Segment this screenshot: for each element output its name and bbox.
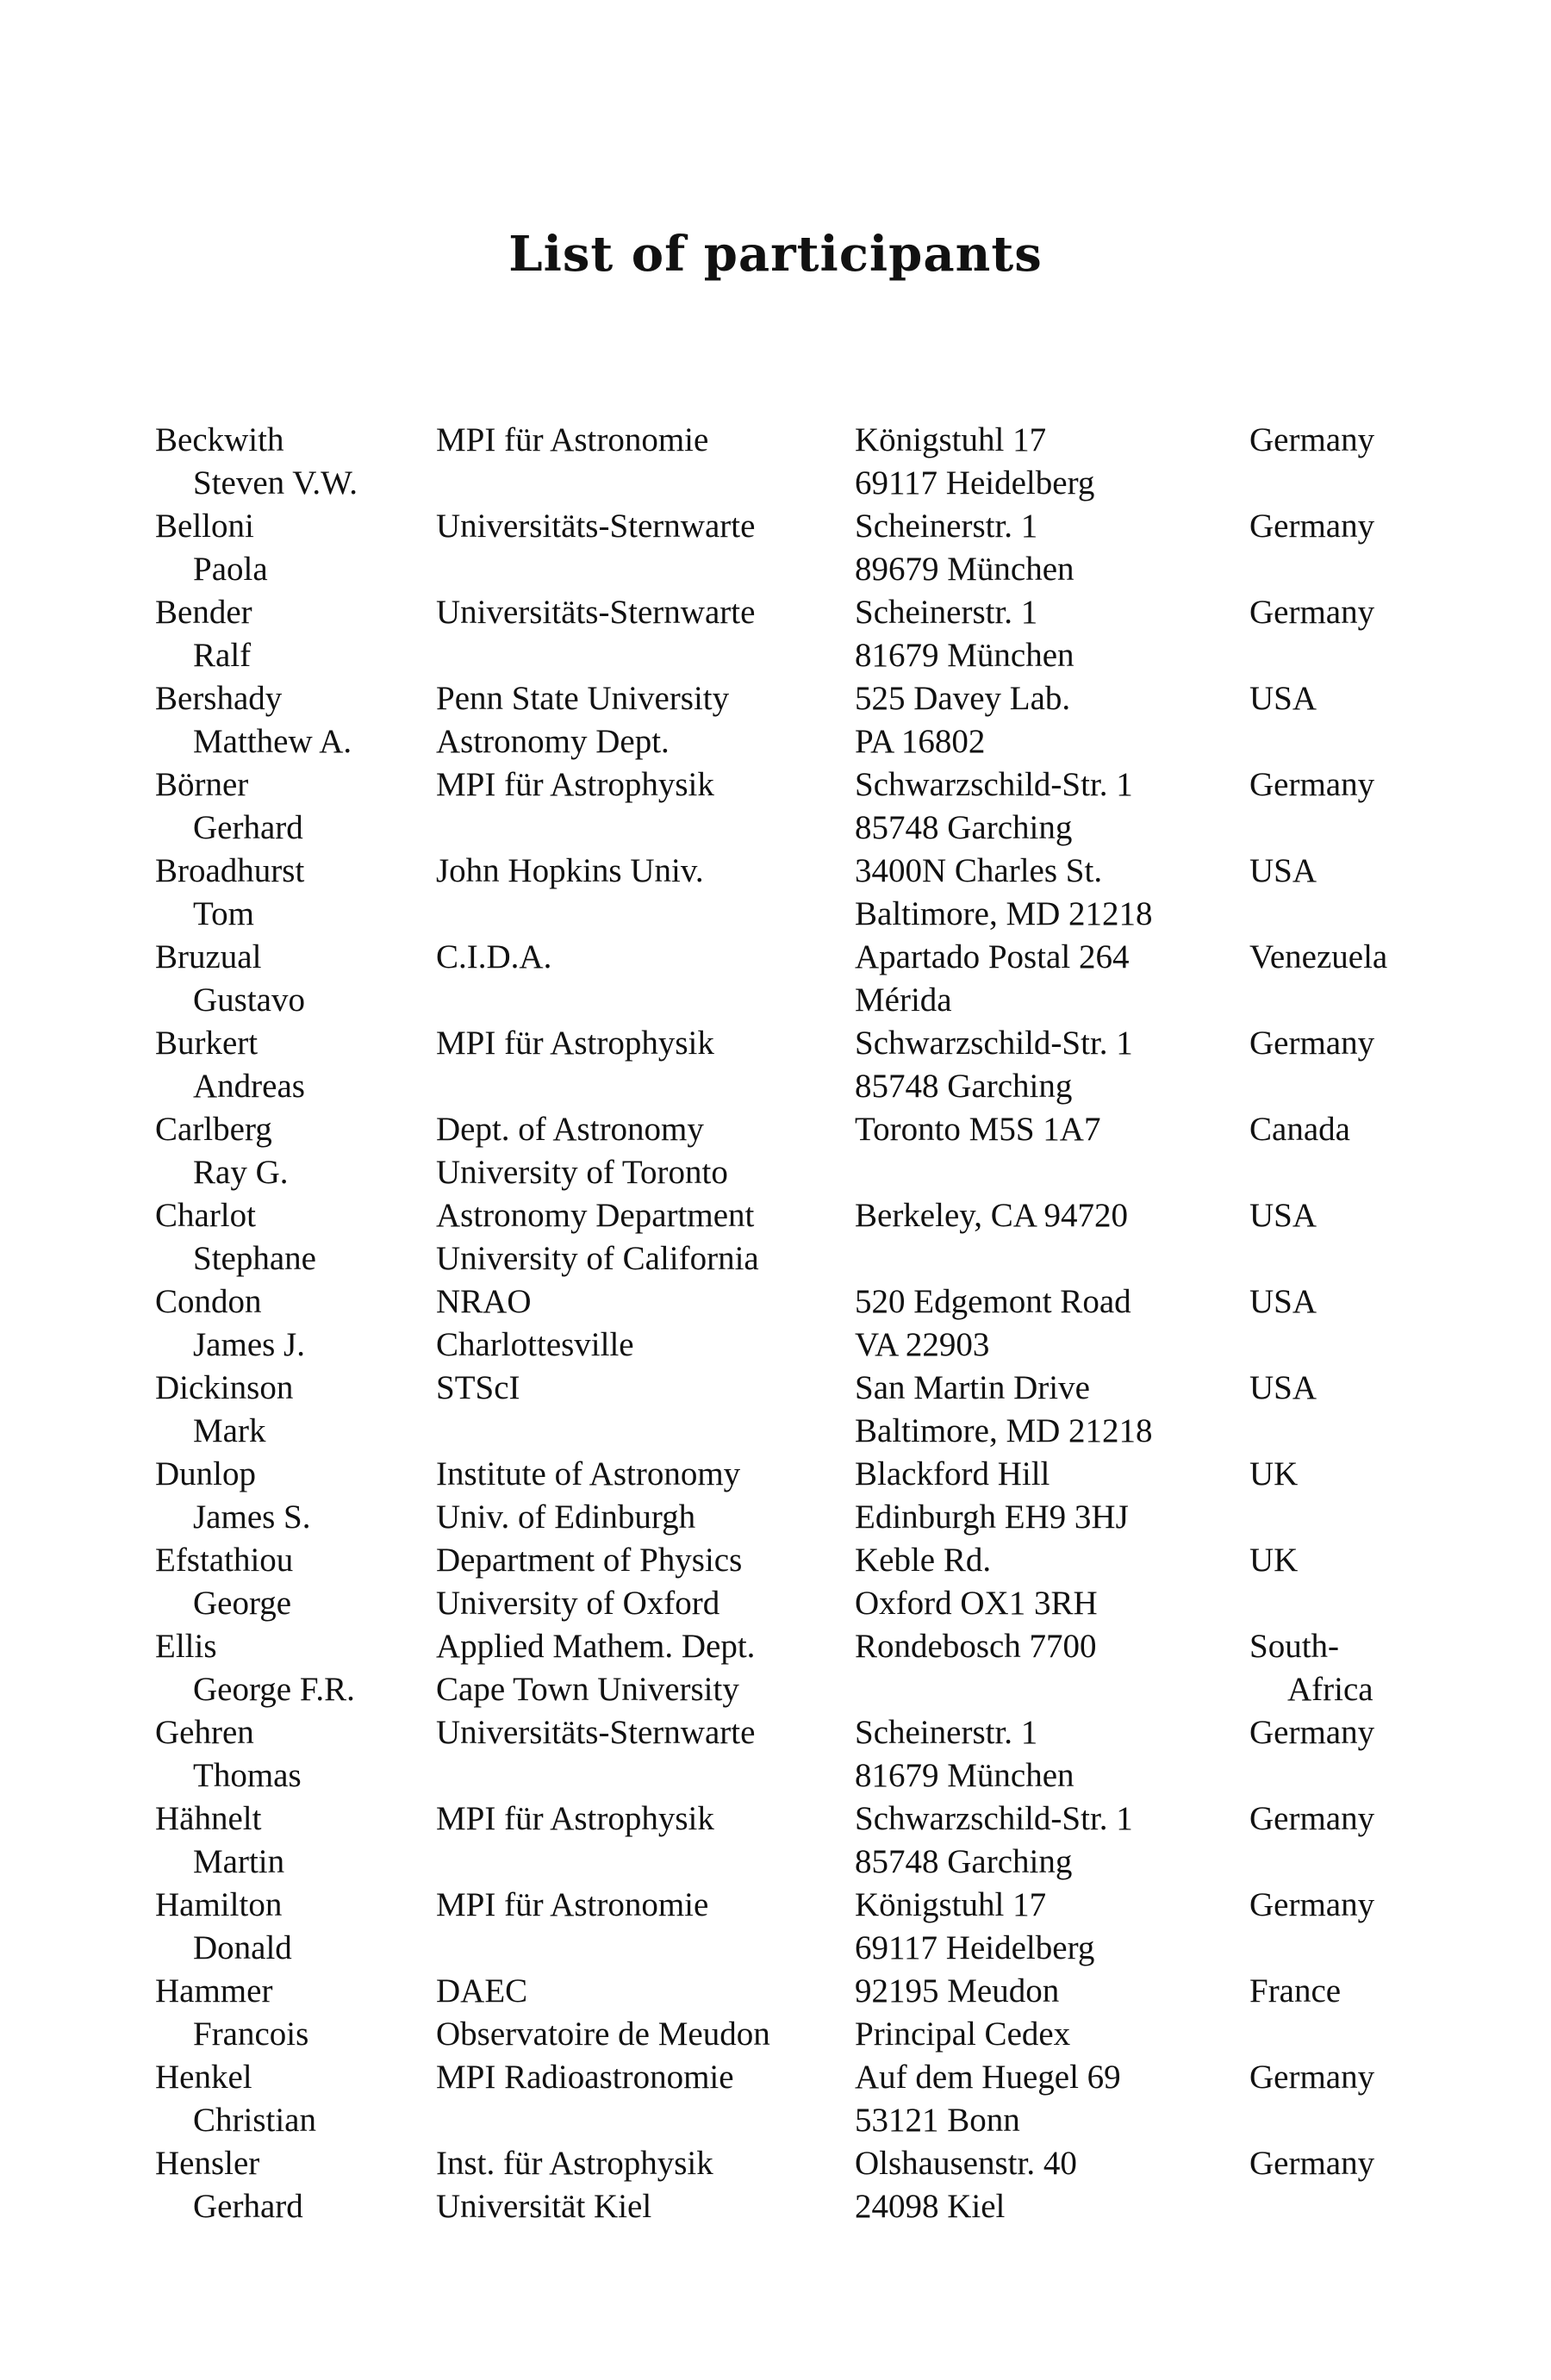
country-line-2: Africa [1287, 1671, 1373, 1708]
country-line-1: Venezuela [1249, 938, 1388, 975]
address-line-1: Olshausenstr. 40 [855, 2145, 1077, 2182]
institution-line-2 [436, 2099, 734, 2142]
participant-address [855, 1453, 1129, 1539]
participant-address [855, 2056, 1121, 2142]
institution-line-1: MPI für Astrophysik [436, 1025, 714, 1062]
participant-name [155, 936, 305, 1022]
participants-list [155, 419, 1448, 2228]
participant-surname: Hamilton [155, 1886, 283, 1923]
participant-institution [436, 936, 551, 1022]
country-line-2 [1249, 1841, 1374, 1884]
participant-surname: Hammer [155, 1972, 273, 2009]
participant-address [855, 1970, 1070, 2056]
participant-row [155, 850, 1448, 936]
institution-line-1: MPI für Astrophysik [436, 766, 714, 803]
participant-name [155, 591, 252, 677]
participant-country [1249, 1884, 1374, 1970]
institution-line-2 [436, 1410, 520, 1453]
country-line-1: Germany [1249, 1714, 1375, 1751]
participant-country [1249, 850, 1317, 936]
participant-country [1249, 419, 1374, 505]
participant-given-name: Steven V.W. [193, 464, 358, 502]
institution-line-1: MPI für Astronomie [436, 1886, 709, 1923]
participant-country [1249, 1367, 1317, 1453]
participant-institution [436, 419, 708, 505]
country-line-1: USA [1249, 852, 1317, 889]
country-line-1: UK [1249, 1542, 1299, 1579]
participant-row [155, 1625, 1448, 1711]
participant-institution [436, 1453, 740, 1539]
address-line-2: 85748 Garching [855, 1068, 1073, 1105]
institution-line-2 [436, 1841, 714, 1884]
participant-surname: Dunlop [155, 1455, 256, 1492]
institution-line-2 [436, 893, 704, 936]
country-line-1: Germany [1249, 1886, 1375, 1923]
country-line-2 [1249, 1324, 1317, 1367]
country-line-2 [1249, 1754, 1374, 1797]
participant-surname: Burkert [155, 1025, 258, 1062]
participant-surname: Beckwith [155, 421, 284, 458]
address-line-2: 85748 Garching [855, 809, 1073, 846]
participant-country [1249, 677, 1317, 763]
country-line-2 [1249, 2185, 1374, 2228]
participant-row [155, 936, 1448, 1022]
participant-surname: Bender [155, 594, 252, 631]
participant-address [855, 1625, 1097, 1711]
participant-institution [436, 1022, 714, 1108]
participant-row [155, 1884, 1448, 1970]
participant-name [155, 2056, 316, 2142]
institution-line-2 [436, 1927, 708, 1970]
participant-institution [436, 1108, 728, 1194]
participant-row [155, 1280, 1448, 1367]
participant-country [1249, 936, 1387, 1022]
institution-line-2 [436, 807, 714, 850]
participant-institution [436, 1367, 520, 1453]
participant-name [155, 1970, 308, 2056]
institution-line-1: C.I.D.A. [436, 938, 552, 975]
participant-given-name: Christian [193, 2102, 316, 2139]
participant-given-name: Stephane [193, 1240, 316, 1277]
institution-line-1: John Hopkins Univ. [436, 852, 704, 889]
country-line-1: Germany [1249, 2145, 1375, 2182]
participant-given-name: George [193, 1585, 292, 1622]
participant-address [855, 1711, 1074, 1797]
participant-surname: Broadhurst [155, 852, 305, 889]
country-line-2 [1249, 807, 1374, 850]
participant-address [855, 1108, 1100, 1194]
institution-line-2 [436, 979, 551, 1022]
participant-name [155, 1884, 292, 1970]
participant-surname: Bershady [155, 680, 283, 717]
participant-surname: Henkel [155, 2059, 252, 2096]
institution-line-1: Universitäts-Sternwarte [436, 508, 756, 545]
institution-line-1: MPI für Astrophysik [436, 1800, 714, 1837]
institution-line-1: Inst. für Astrophysik [436, 2145, 713, 2182]
address-line-2: 24098 Kiel [855, 2188, 1006, 2225]
address-line-1: Blackford Hill [855, 1455, 1050, 1492]
country-line-1: UK [1249, 1455, 1299, 1492]
country-line-1: Germany [1249, 421, 1375, 458]
institution-line-2: University of California [436, 1240, 759, 1277]
institution-line-1: MPI für Astronomie [436, 421, 709, 458]
country-line-1: South- [1249, 1628, 1340, 1665]
address-line-2: 81679 München [855, 1757, 1074, 1794]
country-line-2 [1249, 1410, 1317, 1453]
institution-line-1: Penn State University [436, 680, 730, 717]
country-line-2 [1249, 1496, 1298, 1539]
participant-address [855, 419, 1094, 505]
country-line-1: Germany [1249, 1800, 1375, 1837]
participant-address [855, 850, 1153, 936]
address-line-2: Baltimore, MD 21218 [855, 895, 1153, 932]
participant-name [155, 1539, 293, 1625]
country-line-2 [1249, 634, 1374, 677]
address-line-2 [855, 1668, 1097, 1711]
participant-address [855, 1022, 1133, 1108]
institution-line-1: Universitäts-Sternwarte [436, 594, 756, 631]
institution-line-1: Department of Physics [436, 1542, 743, 1579]
participant-row [155, 1022, 1448, 1108]
institution-line-2: Univ. of Edinburgh [436, 1498, 696, 1536]
institution-line-2 [436, 634, 755, 677]
address-line-1: San Martin Drive [855, 1369, 1090, 1406]
address-line-2: Mérida [855, 981, 952, 1019]
address-line-1: Toronto M5S 1A7 [855, 1111, 1101, 1148]
participant-row [155, 1367, 1448, 1453]
address-line-2: 81679 München [855, 637, 1074, 674]
participant-institution [436, 1625, 755, 1711]
participant-row [155, 505, 1448, 591]
participant-surname: Charlot [155, 1197, 256, 1234]
participant-name [155, 1022, 305, 1108]
institution-line-2 [436, 462, 708, 505]
institution-line-1: Universitäts-Sternwarte [436, 1714, 756, 1751]
institution-line-2: University of Toronto [436, 1154, 728, 1191]
address-line-2: VA 22903 [855, 1326, 990, 1363]
address-line-2: 85748 Garching [855, 1843, 1073, 1880]
country-line-1: Germany [1249, 1025, 1375, 1062]
page-title: List of participants [508, 226, 1043, 283]
participant-address [855, 1539, 1098, 1625]
country-line-1: Germany [1249, 766, 1375, 803]
address-line-1: Auf dem Huegel 69 [855, 2059, 1121, 2096]
participant-institution [436, 1194, 759, 1280]
address-line-2: 69117 Heidelberg [855, 464, 1095, 502]
participant-given-name: Martin [193, 1843, 285, 1880]
address-line-1: 3400N Charles St. [855, 852, 1103, 889]
participant-name [155, 1625, 355, 1711]
participant-given-name: Ralf [193, 637, 252, 674]
participant-institution [436, 2056, 734, 2142]
participant-institution [436, 1711, 755, 1797]
country-line-2 [1249, 1927, 1374, 1970]
participant-name [155, 1194, 316, 1280]
address-line-1: Königstuhl 17 [855, 1886, 1047, 1923]
participant-name [155, 1108, 289, 1194]
address-line-1: Scheinerstr. 1 [855, 508, 1038, 545]
address-line-2 [855, 1237, 1128, 1280]
country-line-2 [1249, 893, 1317, 936]
participant-surname: Carlberg [155, 1111, 272, 1148]
participant-country [1249, 1280, 1317, 1367]
participant-country [1249, 1108, 1350, 1194]
participant-institution [436, 1280, 634, 1367]
address-line-2: Edinburgh EH9 3HJ [855, 1498, 1129, 1536]
participant-name [155, 850, 304, 936]
participant-row [155, 1711, 1448, 1797]
participant-given-name: Gerhard [193, 2188, 303, 2225]
participant-institution [436, 1970, 770, 2056]
address-line-1: 520 Edgemont Road [855, 1283, 1131, 1320]
participant-institution [436, 591, 755, 677]
country-line-1: USA [1249, 1197, 1317, 1234]
country-line-1: Germany [1249, 2059, 1375, 2096]
country-line-2 [1249, 2099, 1374, 2142]
participant-given-name: Tom [193, 895, 254, 932]
address-line-2: 69117 Heidelberg [855, 1929, 1095, 1966]
participant-given-name: Gerhard [193, 809, 303, 846]
institution-line-2: University of Oxford [436, 1585, 720, 1622]
participant-surname: Hensler [155, 2145, 260, 2182]
address-line-1: Rondebosch 7700 [855, 1628, 1097, 1665]
address-line-1: Schwarzschild-Str. 1 [855, 1025, 1133, 1062]
country-line-1: USA [1249, 1283, 1317, 1320]
participant-address [855, 1280, 1131, 1367]
participant-name [155, 505, 268, 591]
institution-line-2 [436, 548, 755, 591]
participant-given-name: James J. [193, 1326, 305, 1363]
participant-surname: Ellis [155, 1628, 217, 1665]
participant-country [1249, 505, 1374, 591]
participant-country [1249, 1797, 1374, 1884]
participant-country [1249, 1625, 1373, 1711]
participant-surname: Gehren [155, 1714, 254, 1751]
participant-address [855, 677, 1070, 763]
address-line-2: 53121 Bonn [855, 2102, 1020, 2139]
participant-given-name: George F.R. [193, 1671, 355, 1708]
country-line-1: Canada [1249, 1111, 1350, 1148]
participant-given-name: Donald [193, 1929, 292, 1966]
participant-row [155, 1970, 1448, 2056]
institution-line-2: Cape Town University [436, 1671, 739, 1708]
participant-address [855, 936, 1129, 1022]
participant-institution [436, 1884, 708, 1970]
participant-institution [436, 850, 704, 936]
institution-line-1: DAEC [436, 1972, 528, 2009]
participant-row [155, 1108, 1448, 1194]
participant-name [155, 2142, 303, 2228]
country-line-2 [1249, 1582, 1298, 1625]
participant-given-name: Thomas [193, 1757, 302, 1794]
address-line-2: PA 16802 [855, 723, 986, 760]
participant-institution [436, 1797, 714, 1884]
participant-country [1249, 1711, 1374, 1797]
institution-line-2: Astronomy Dept. [436, 723, 670, 760]
address-line-2: Oxford OX1 3RH [855, 1585, 1098, 1622]
address-line-2: 89679 München [855, 551, 1074, 588]
institution-line-1: Astronomy Department [436, 1197, 755, 1234]
institution-line-2: Charlottesville [436, 1326, 634, 1363]
participant-name [155, 1453, 311, 1539]
participant-country [1249, 1539, 1298, 1625]
institution-line-1: Applied Mathem. Dept. [436, 1628, 756, 1665]
participant-address [855, 505, 1074, 591]
address-line-1: Scheinerstr. 1 [855, 594, 1038, 631]
participant-institution [436, 2142, 713, 2228]
country-line-1: USA [1249, 1369, 1317, 1406]
participant-address [855, 763, 1133, 850]
participant-row [155, 1797, 1448, 1884]
participant-address [855, 1797, 1133, 1884]
institution-line-1: STScI [436, 1369, 520, 1406]
participant-country [1249, 2142, 1374, 2228]
participant-given-name: Paola [193, 551, 268, 588]
participant-name [155, 1280, 305, 1367]
institution-line-1: MPI Radioastronomie [436, 2059, 734, 2096]
country-line-2 [1249, 1237, 1317, 1280]
participant-country [1249, 2056, 1374, 2142]
address-line-1: Schwarzschild-Str. 1 [855, 1800, 1133, 1837]
participant-given-name: Gustavo [193, 981, 305, 1019]
address-line-1: Schwarzschild-Str. 1 [855, 766, 1133, 803]
participant-row [155, 2056, 1448, 2142]
country-line-1: Germany [1249, 594, 1375, 631]
participant-address [855, 1194, 1128, 1280]
participant-institution [436, 677, 729, 763]
participant-row [155, 2142, 1448, 2228]
participant-surname: Belloni [155, 508, 254, 545]
country-line-2 [1249, 1065, 1374, 1108]
address-line-1: Königstuhl 17 [855, 421, 1047, 458]
participant-row [155, 1194, 1448, 1280]
institution-line-1: Dept. of Astronomy [436, 1111, 704, 1148]
participant-given-name: Francois [193, 2016, 309, 2053]
participant-country [1249, 763, 1374, 850]
participant-surname: Condon [155, 1283, 262, 1320]
address-line-1: 92195 Meudon [855, 1972, 1060, 2009]
participant-institution [436, 505, 755, 591]
participant-name [155, 419, 358, 505]
participant-surname: Bruzual [155, 938, 262, 975]
participant-country [1249, 1022, 1374, 1108]
participant-surname: Hähnelt [155, 1800, 262, 1837]
participant-country [1249, 1194, 1317, 1280]
participant-given-name: Ray G. [193, 1154, 289, 1191]
participant-row [155, 591, 1448, 677]
country-line-2 [1249, 979, 1387, 1022]
address-line-1: Apartado Postal 264 [855, 938, 1130, 975]
address-line-1: 525 Davey Lab. [855, 680, 1071, 717]
participant-country [1249, 1453, 1298, 1539]
country-line-1: USA [1249, 680, 1317, 717]
institution-line-2 [436, 1065, 714, 1108]
participant-surname: Börner [155, 766, 249, 803]
participant-institution [436, 1539, 742, 1625]
participant-address [855, 1884, 1094, 1970]
participant-address [855, 1367, 1153, 1453]
participant-name [155, 1367, 293, 1453]
participant-given-name: Mark [193, 1412, 266, 1449]
address-line-1: Berkeley, CA 94720 [855, 1197, 1129, 1234]
participant-row [155, 677, 1448, 763]
participant-surname: Dickinson [155, 1369, 294, 1406]
country-line-2 [1249, 720, 1317, 763]
address-line-2: Principal Cedex [855, 2016, 1071, 2053]
institution-line-2 [436, 1754, 755, 1797]
institution-line-1: Institute of Astronomy [436, 1455, 741, 1492]
address-line-2 [855, 1151, 1100, 1194]
country-line-2 [1249, 1151, 1350, 1194]
institution-line-2: Observatoire de Meudon [436, 2016, 770, 2053]
participant-surname: Efstathiou [155, 1542, 294, 1579]
participant-given-name: Andreas [193, 1068, 305, 1105]
country-line-2 [1249, 462, 1374, 505]
participant-row [155, 1453, 1448, 1539]
participant-country [1249, 591, 1374, 677]
country-line-2 [1249, 548, 1374, 591]
participant-address [855, 2142, 1077, 2228]
participant-given-name: James S. [193, 1498, 311, 1536]
participant-row [155, 419, 1448, 505]
participant-name [155, 763, 303, 850]
participant-row [155, 1539, 1448, 1625]
participant-address [855, 591, 1074, 677]
address-line-2: Baltimore, MD 21218 [855, 1412, 1153, 1449]
participant-country [1249, 1970, 1341, 2056]
address-line-1: Scheinerstr. 1 [855, 1714, 1038, 1751]
participant-institution [436, 763, 714, 850]
country-line-2 [1249, 2013, 1341, 2056]
country-line-1: France [1249, 1972, 1342, 2009]
address-line-1: Keble Rd. [855, 1542, 992, 1579]
country-line-1: Germany [1249, 508, 1375, 545]
participant-name [155, 677, 352, 763]
participant-name [155, 1711, 302, 1797]
participant-name [155, 1797, 284, 1884]
participant-row [155, 763, 1448, 850]
institution-line-1: NRAO [436, 1283, 532, 1320]
participant-given-name: Matthew A. [193, 723, 352, 760]
institution-line-2: Universität Kiel [436, 2188, 652, 2225]
